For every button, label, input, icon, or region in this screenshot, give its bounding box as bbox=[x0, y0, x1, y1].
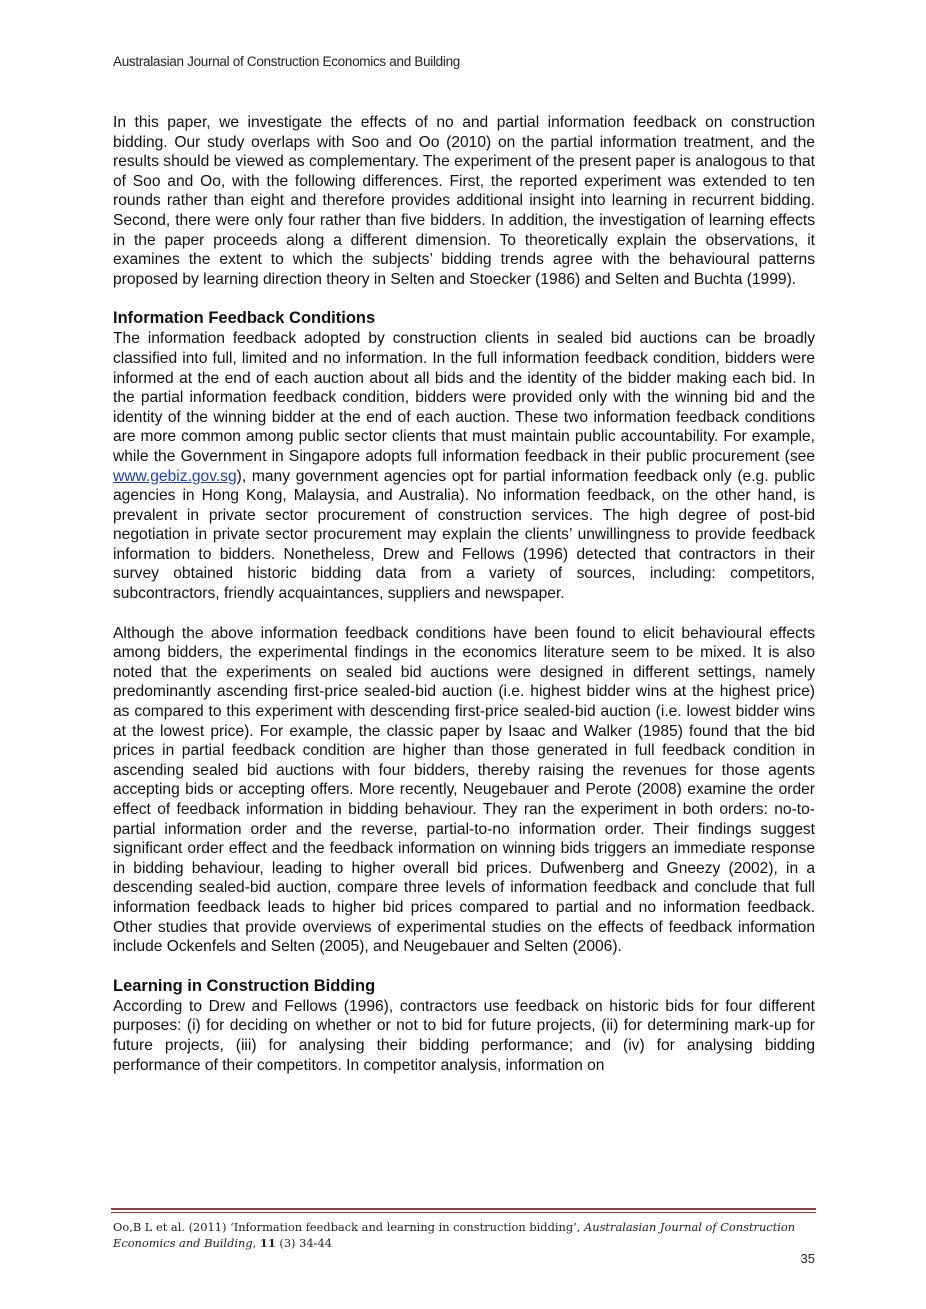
paragraph-feedback-conditions bbox=[113, 329, 815, 603]
section-heading-information-feedback: Information Feedback Conditions bbox=[113, 309, 376, 328]
paragraph-text: ), many government agencies opt for partial information feedback only (e.g. public agencies in Hong Kong, Malaysia, and Australia). No information feedback, on the other hand, is prevalent in private sector procurement of construction services. The high degree of post-bid negotiation in private sector procurement may explain the clients’ unwillingness to provide feedback information to bidders. Nonetheless, Drew and Fellows (1996) detected that contractors in their survey obtained historic bidding data from a variety of sources, including: competitors, subcontractors, friendly acquaintances, suppliers and newspaper. bbox=[113, 467, 815, 603]
citation-journal: Australasian Journal of Construction Economics and Building, bbox=[113, 1220, 796, 1250]
paragraph-learning: According to Drew and Fellows (1996), contractors use feedback on historic bids for four different purposes: (i) for deciding on whether or not to bid for future projects, (ii) for determining mark-up for future projects, (iii) for analysing their bidding performance; and (iv) for analysing bidding performance of their competitors. In competitor analysis, information on bbox=[113, 997, 815, 1074]
citation-authors: Oo,B L et al. (2011) ‘Information feedback and learning in construction bidding’, bbox=[113, 1220, 585, 1234]
paragraph-experimental-findings: Although the above information feedback conditions have been found to elicit behavioural effects among bidders, the experimental findings in the economics literature seem to be mixed. It is also noted that the experiments on sealed bid auctions were designed in different settings, namely predominantly ascending first-price sealed-bid auction (i.e. highest bidder wins at the highest price) as compared to this experiment with descending first-price sealed-bid auction (i.e. lowest bidder wins at the lowest price). For example, the classic paper by Isaac and Walker (1985) found that the bid prices in partial feedback condition are higher than those generated in full feedback condition in ascending sealed bid auctions with four bidders, thereby raising the revenues for those agents accepting bids or accepting offers. More recently, Neugebauer and Perote (2008) examine the order effect of feedback information in bidding behaviour. They ran the experiment in both orders: no-to-partial information order and the reverse, partial-to-no information order. Their findings suggest significant order effect and the feedback information on winning bids triggers an immediate response in bidding behaviour, leading to higher overall bid prices. Dufwenberg and Gneezy (2002), in a descending sealed-bid auction, compare three levels of information feedback and conclude that full information feedback leads to higher bid prices compared to partial and no information feedback. Other studies that provide overviews of experimental studies on the effects of feedback information include Ockenfels and Selten (2005), and Neugebauer and Selten (2006). bbox=[113, 624, 815, 956]
footer-rule bbox=[111, 1208, 816, 1210]
paragraph-text: The information feedback adopted by construction clients in sealed bid auctions can be broadly classified into full, limited and no information. In the full information feedback condition, bidders were informed at the end of each auction about all bids and the identity of the bidder making each bid. In the partial information feedback condition, bidders were provided only with the winning bid and the identity of the winning bidder at the end of each auction. These two information feedback conditions are more common among public sector clients that must maintain public accountability. For example, while the Government in Singapore adopts full information feedback in their public procurement (see bbox=[113, 330, 815, 465]
footer-rule-thin bbox=[111, 1212, 816, 1213]
page-number: 35 bbox=[800, 1251, 815, 1266]
section-heading-learning: Learning in Construction Bidding bbox=[113, 976, 376, 995]
paragraph-intro: In this paper, we investigate the effects of no and partial information feedback on construction bidding. Our study overlaps with Soo and Oo (2010) on the partial information treatment, and the results should be viewed as complementary. The experiment of the present paper is analogous to that of Soo and Oo, with the following differences. First, the reported experiment was extended to ten rounds rather than eight and therefore provides additional insight into learning in recurrent bidding. Second, there were only four rather than five bidders. In addition, the investigation of learning effects in the paper proceeds along a different dimension. To theoretically explain the observations, it examines the extent to which the subjects’ bidding trends agree with the behavioural patterns proposed by learning direction theory in Selten and Stoecker (1986) and Selten and Buchta (1999). bbox=[113, 114, 815, 288]
citation-volume: 11 bbox=[259, 1236, 276, 1250]
article-body bbox=[113, 113, 815, 1075]
gebiz-link[interactable]: www.gebiz.gov.sg bbox=[113, 467, 237, 485]
running-header: Australasian Journal of Construction Economics and Building bbox=[113, 54, 460, 69]
citation-footer bbox=[113, 1219, 815, 1251]
citation-issue: (3) 34-44 bbox=[275, 1236, 332, 1250]
